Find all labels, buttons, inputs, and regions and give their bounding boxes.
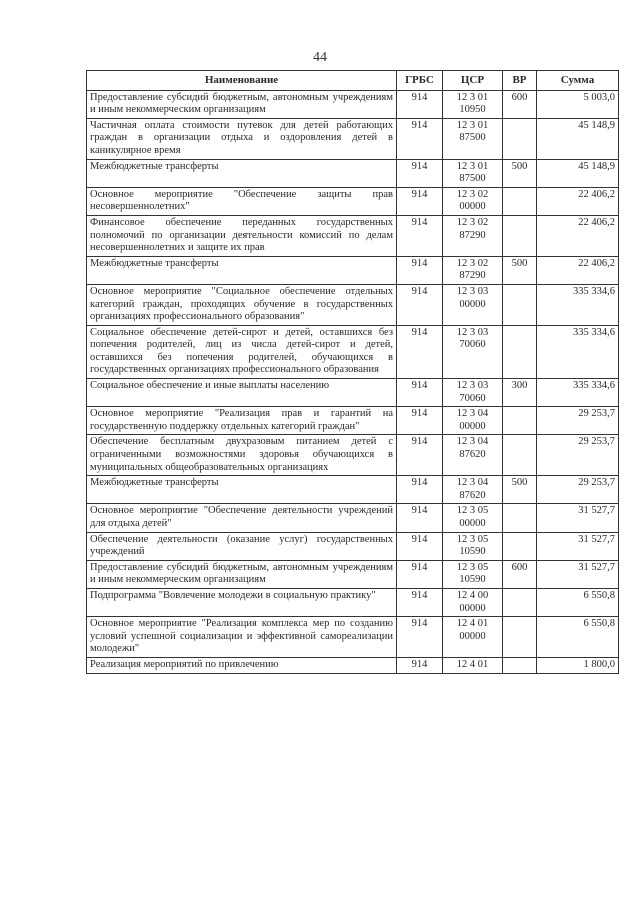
- cell-vr: [503, 325, 537, 378]
- table-row: [87, 215, 619, 256]
- cell-vr: [503, 187, 537, 215]
- cell-name: Межбюджетные трансферты: [87, 256, 397, 284]
- cell-sum: 6 550,8: [537, 588, 619, 616]
- table-row: [87, 118, 619, 159]
- cell-grbs: 914: [397, 325, 443, 378]
- table-row: [87, 476, 619, 504]
- cell-sum: 335 334,6: [537, 325, 619, 378]
- cell-vr: 500: [503, 256, 537, 284]
- cell-vr: [503, 407, 537, 435]
- cell-name: Частичная оплата стоимости путевок для детей работающих граждан в организации отдыха и оздоровления детей в каникулярное время: [87, 118, 397, 159]
- table-header-row: [87, 71, 619, 91]
- cell-csr: 12 4 01 00000: [443, 617, 503, 658]
- cell-vr: 600: [503, 90, 537, 118]
- cell-csr: 12 3 05 10590: [443, 560, 503, 588]
- cell-vr: 600: [503, 560, 537, 588]
- cell-name: Предоставление субсидий бюджетным, автономным учреждениям и иным некоммерческим организациям: [87, 560, 397, 588]
- cell-name: Основное мероприятие "Реализация комплекса мер по созданию условий успешной социализации и эффективной самореализации молодежи": [87, 617, 397, 658]
- cell-name: Межбюджетные трансферты: [87, 159, 397, 187]
- header-csr: ЦСР: [443, 71, 503, 91]
- cell-csr: 12 3 01 87500: [443, 118, 503, 159]
- cell-vr: 500: [503, 476, 537, 504]
- budget-table: [86, 70, 619, 674]
- cell-csr: 12 4 01: [443, 657, 503, 673]
- cell-sum: 335 334,6: [537, 379, 619, 407]
- cell-grbs: 914: [397, 588, 443, 616]
- cell-vr: 500: [503, 159, 537, 187]
- cell-grbs: 914: [397, 435, 443, 476]
- cell-sum: 1 800,0: [537, 657, 619, 673]
- cell-vr: [503, 284, 537, 325]
- cell-vr: [503, 118, 537, 159]
- cell-grbs: 914: [397, 256, 443, 284]
- cell-sum: 31 527,7: [537, 504, 619, 532]
- table-row: [87, 284, 619, 325]
- cell-name: Реализация мероприятий по привлечению: [87, 657, 397, 673]
- cell-grbs: 914: [397, 476, 443, 504]
- cell-csr: 12 3 01 87500: [443, 159, 503, 187]
- cell-name: Предоставление субсидий бюджетным, автономным учреждениям и иным некоммерческим организациям: [87, 90, 397, 118]
- table-row: [87, 159, 619, 187]
- header-grbs: ГРБС: [397, 71, 443, 91]
- cell-csr: 12 3 05 00000: [443, 504, 503, 532]
- cell-name: Основное мероприятие "Обеспечение защиты прав несовершеннолетних": [87, 187, 397, 215]
- cell-vr: 300: [503, 379, 537, 407]
- cell-grbs: 914: [397, 560, 443, 588]
- cell-name: Обеспечение деятельности (оказание услуг) государственных учреждений: [87, 532, 397, 560]
- table-row: [87, 588, 619, 616]
- cell-grbs: 914: [397, 657, 443, 673]
- cell-csr: 12 3 04 87620: [443, 435, 503, 476]
- header-name: Наименование: [87, 71, 397, 91]
- table-row: [87, 504, 619, 532]
- cell-grbs: 914: [397, 215, 443, 256]
- table-row: [87, 325, 619, 378]
- cell-sum: 31 527,7: [537, 532, 619, 560]
- cell-sum: 335 334,6: [537, 284, 619, 325]
- cell-grbs: 914: [397, 118, 443, 159]
- cell-grbs: 914: [397, 617, 443, 658]
- table-row: [87, 407, 619, 435]
- table-body: [87, 90, 619, 673]
- cell-csr: 12 3 03 70060: [443, 325, 503, 378]
- cell-grbs: 914: [397, 284, 443, 325]
- cell-csr: 12 3 02 00000: [443, 187, 503, 215]
- cell-sum: 22 406,2: [537, 256, 619, 284]
- page-number: 44: [313, 50, 327, 65]
- table-row: [87, 379, 619, 407]
- cell-csr: 12 3 02 87290: [443, 215, 503, 256]
- cell-sum: 45 148,9: [537, 159, 619, 187]
- cell-sum: 22 406,2: [537, 215, 619, 256]
- table-row: [87, 560, 619, 588]
- cell-name: Финансовое обеспечение переданных государственных полномочий по организации деятельности комиссий по делам несовершеннолетних и защите их прав: [87, 215, 397, 256]
- cell-csr: 12 3 04 87620: [443, 476, 503, 504]
- table-row: [87, 256, 619, 284]
- header-sum: Сумма: [537, 71, 619, 91]
- cell-sum: 45 148,9: [537, 118, 619, 159]
- cell-name: Основное мероприятие "Реализация прав и гарантий на государственную поддержку отдельных категорий граждан": [87, 407, 397, 435]
- cell-grbs: 914: [397, 504, 443, 532]
- cell-csr: 12 3 01 10950: [443, 90, 503, 118]
- cell-vr: [503, 657, 537, 673]
- table-row: [87, 187, 619, 215]
- cell-name: Основное мероприятие "Обеспечение деятельности учреждений для отдыха детей": [87, 504, 397, 532]
- cell-sum: 29 253,7: [537, 476, 619, 504]
- cell-vr: [503, 504, 537, 532]
- cell-name: Подпрограмма "Вовлечение молодежи в социальную практику": [87, 588, 397, 616]
- table-row: [87, 657, 619, 673]
- cell-name: Социальное обеспечение и иные выплаты населению: [87, 379, 397, 407]
- cell-csr: 12 3 04 00000: [443, 407, 503, 435]
- cell-sum: 29 253,7: [537, 435, 619, 476]
- cell-vr: [503, 588, 537, 616]
- cell-name: Социальное обеспечение детей-сирот и детей, оставшихся без попечения родителей, лиц из числа детей-сирот и детей, оставшихся без попечения родителей, обучающихся в государственных организациях профессионального образования: [87, 325, 397, 378]
- cell-name: Обеспечение бесплатным двухразовым питанием детей с ограниченными возможностями здоровья обучающихся в муниципальных общеобразовательных организациях: [87, 435, 397, 476]
- header-vr: ВР: [503, 71, 537, 91]
- table-row: [87, 617, 619, 658]
- cell-sum: 31 527,7: [537, 560, 619, 588]
- cell-vr: [503, 617, 537, 658]
- cell-csr: 12 3 05 10590: [443, 532, 503, 560]
- cell-vr: [503, 435, 537, 476]
- cell-sum: 5 003,0: [537, 90, 619, 118]
- cell-grbs: 914: [397, 159, 443, 187]
- cell-vr: [503, 215, 537, 256]
- table-row: [87, 90, 619, 118]
- cell-vr: [503, 532, 537, 560]
- cell-grbs: 914: [397, 407, 443, 435]
- cell-csr: 12 3 03 70060: [443, 379, 503, 407]
- cell-grbs: 914: [397, 90, 443, 118]
- table-row: [87, 532, 619, 560]
- cell-csr: 12 3 03 00000: [443, 284, 503, 325]
- table-row: [87, 435, 619, 476]
- cell-csr: 12 3 02 87290: [443, 256, 503, 284]
- cell-sum: 6 550,8: [537, 617, 619, 658]
- cell-csr: 12 4 00 00000: [443, 588, 503, 616]
- cell-grbs: 914: [397, 379, 443, 407]
- cell-grbs: 914: [397, 532, 443, 560]
- cell-name: Межбюджетные трансферты: [87, 476, 397, 504]
- cell-grbs: 914: [397, 187, 443, 215]
- cell-sum: 29 253,7: [537, 407, 619, 435]
- cell-name: Основное мероприятие "Социальное обеспечение отдельных категорий граждан, проходящих обучение в государственных организациях профессионального образования": [87, 284, 397, 325]
- cell-sum: 22 406,2: [537, 187, 619, 215]
